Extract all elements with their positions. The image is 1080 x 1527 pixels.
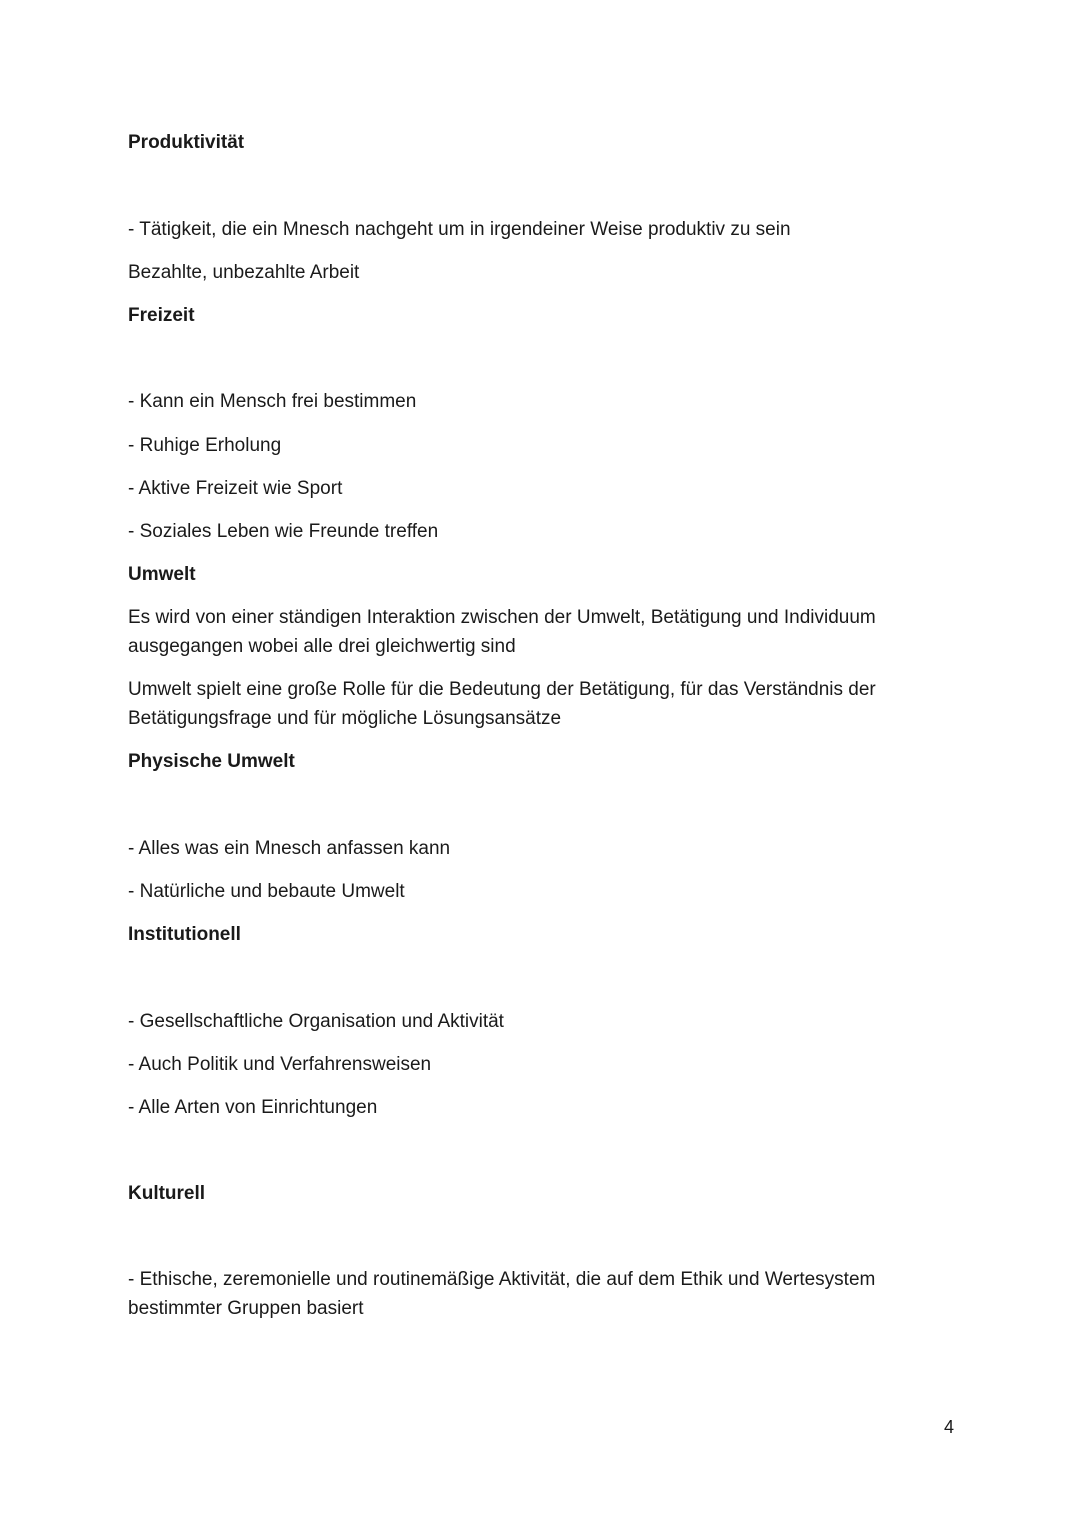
heading-freizeit: Freizeit	[128, 305, 195, 326]
list-item: Bezahlte, unbezahlte Arbeit	[128, 262, 360, 283]
heading-produktivitaet: Produktivität	[128, 132, 245, 153]
list-item: - Ruhige Erholung	[128, 435, 282, 456]
list-item: - Natürliche und bebaute Umwelt	[128, 881, 405, 902]
list-item: - Kann ein Mensch frei bestimmen	[128, 391, 417, 412]
list-item: - Gesellschaftliche Organisation und Aktivität	[128, 1011, 504, 1032]
list-item: - Alle Arten von Einrichtungen	[128, 1097, 378, 1118]
list-item: - Aktive Freizeit wie Sport	[128, 478, 343, 499]
list-item: - Alles was ein Mnesch anfassen kann	[128, 838, 451, 859]
paragraph: - Ethische, zeremonielle und routinemäßige Aktivität, die auf dem Ethik und Wertesystem bestimmter Gruppen basiert	[128, 1269, 876, 1319]
heading-kulturell: Kulturell	[128, 1183, 206, 1204]
heading-physische-umwelt: Physische Umwelt	[128, 751, 295, 772]
list-item: - Soziales Leben wie Freunde treffen	[128, 521, 439, 542]
paragraph: Umwelt spielt eine große Rolle für die Bedeutung der Betätigung, für das Verständnis der Betätigungsfrage und für mögliche Lösungsansätze	[128, 679, 876, 729]
list-item: - Auch Politik und Verfahrensweisen	[128, 1054, 432, 1075]
list-item: - Tätigkeit, die ein Mnesch nachgeht um in irgendeiner Weise produktiv zu sein	[128, 219, 791, 240]
heading-institutionell: Institutionell	[128, 924, 241, 945]
paragraph: Es wird von einer ständigen Interaktion zwischen der Umwelt, Betätigung und Individuum ausgegangen wobei alle drei gleichwertig sind	[128, 607, 876, 657]
page-number: 4	[943, 1417, 954, 1437]
heading-umwelt: Umwelt	[128, 564, 196, 585]
